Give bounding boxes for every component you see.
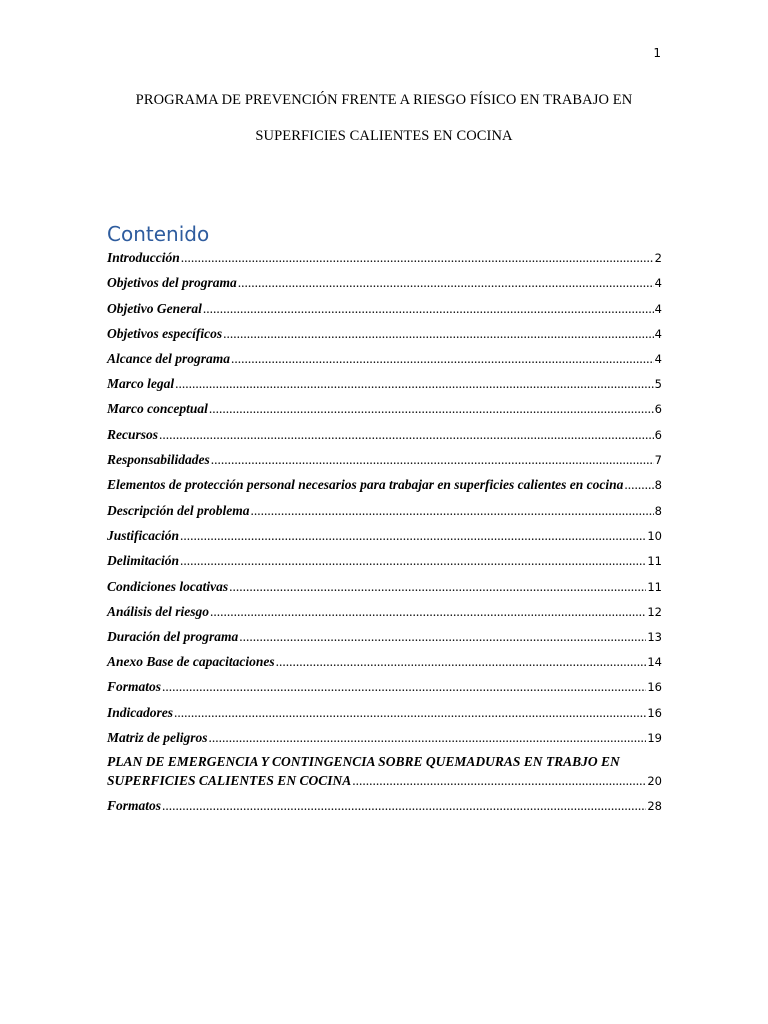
toc-entry-title: Objetivo General [107, 301, 202, 316]
toc-leader-dots [162, 798, 646, 814]
toc-entry-objetivos-especificos[interactable] [107, 326, 662, 344]
toc-entry-title-line-1: PLAN DE EMERGENCIA Y CONTINGENCIA SOBRE QUEMADURAS EN TRABJO EN [107, 754, 620, 769]
toc-leader-dots [239, 629, 646, 645]
toc-entry-title: Duración del programa [107, 629, 239, 644]
toc-leader-dots [209, 730, 647, 746]
toc-entry-justificacion[interactable] [107, 528, 662, 546]
toc-entry-formatos-2[interactable] [107, 798, 662, 816]
toc-entry-page: 19 [647, 731, 662, 745]
toc-entry-page: 2 [654, 251, 662, 265]
toc-entry-title: Anexo Base de capacitaciones [107, 654, 275, 669]
toc-entry-indicadores[interactable] [107, 705, 662, 723]
toc-entry-introduccion[interactable] [107, 250, 662, 268]
toc-leader-dots [231, 351, 654, 367]
toc-entry-title: Condiciones locativas [107, 579, 229, 594]
toc-entry-page: 10 [647, 529, 662, 543]
toc-entry-page: 4 [654, 352, 662, 366]
toc-entry-marco-legal[interactable] [107, 376, 662, 394]
toc-entry-page: 4 [654, 302, 662, 316]
toc-leader-dots [180, 528, 646, 544]
toc-leader-dots [624, 477, 653, 493]
toc-leader-dots [352, 773, 646, 789]
toc-entry-page: 28 [647, 799, 662, 813]
toc-leader-dots [229, 579, 646, 595]
toc-leader-dots [174, 705, 646, 721]
document-title-line-1: PROGRAMA DE PREVENCIÓN FRENTE A RIESGO FÍSICO EN TRABAJO EN [135, 92, 633, 108]
toc-leader-dots [238, 275, 654, 291]
toc-entry-page: 16 [647, 706, 662, 720]
toc-leader-dots [250, 503, 653, 519]
toc-entry-recursos[interactable] [107, 427, 662, 445]
toc-leader-dots [175, 376, 654, 392]
toc-entry-descripcion-del-problema[interactable] [107, 503, 662, 521]
toc-entry-analisis-del-riesgo[interactable] [107, 604, 662, 622]
toc-entry-objetivo-general[interactable] [107, 301, 662, 319]
toc-entry-responsabilidades[interactable] [107, 452, 662, 470]
toc-entry-formatos[interactable] [107, 679, 662, 697]
toc-entry-title: Formatos [107, 798, 162, 813]
toc-entry-alcance-del-programa[interactable] [107, 351, 662, 369]
toc-entry-title-line-2: SUPERFICIES CALIENTES EN COCINA [107, 773, 352, 788]
toc-heading: Contenido [107, 222, 210, 246]
toc-leader-dots [159, 427, 654, 443]
toc-entry-page: 6 [654, 402, 662, 416]
toc-entry-page: 8 [654, 478, 662, 492]
toc-entry-page: 12 [647, 605, 662, 619]
toc-entry-page: 14 [647, 655, 662, 669]
toc-leader-dots [180, 553, 646, 569]
toc-entry-elementos-de-proteccion[interactable] [107, 477, 662, 495]
toc-entry-title: Alcance del programa [107, 351, 230, 366]
toc-entry-title: Recursos [107, 427, 159, 442]
toc-entry-title: Descripción del problema [107, 503, 250, 518]
toc-leader-dots [162, 679, 646, 695]
toc-entry-page: 16 [647, 680, 662, 694]
toc-entry-marco-conceptual[interactable] [107, 401, 662, 419]
toc-entry-title: Objetivos del programa [107, 275, 237, 290]
toc-entry-title: Análisis del riesgo [107, 604, 210, 619]
toc-leader-dots [203, 301, 654, 317]
toc-entry-title: Marco legal [107, 376, 175, 391]
toc-entry-page: 5 [654, 377, 662, 391]
toc-entry-page: 6 [654, 428, 662, 442]
toc-entry-title: Delimitación [107, 553, 179, 568]
toc-entry-page: 4 [654, 276, 662, 290]
toc-entry-objetivos-del-programa[interactable] [107, 275, 662, 293]
toc-entry-page: 11 [647, 554, 662, 568]
document-title-line-2: SUPERFICIES CALIENTES EN COCINA [255, 128, 513, 144]
toc-entry-title: Formatos [107, 679, 162, 694]
toc-entry-page: 13 [647, 630, 662, 644]
toc-entry-page: 7 [654, 453, 662, 467]
toc-entry-page: 4 [654, 327, 662, 341]
toc-entry-plan-de-emergencia[interactable] [107, 754, 662, 789]
toc-entry-title: Elementos de protección personal necesarios para trabajar en superficies calientes en cocina [107, 477, 624, 492]
toc-entry-title: Introducción [107, 250, 180, 265]
page-number: 1 [653, 46, 661, 60]
toc-entry-page: 11 [647, 580, 662, 594]
toc-entry-matriz-de-peligros[interactable] [107, 730, 662, 748]
toc-entry-duracion-del-programa[interactable] [107, 629, 662, 647]
toc-leader-dots [223, 326, 654, 342]
toc-entry-title: Objetivos específicos [107, 326, 223, 341]
toc-entry-title: Justificación [107, 528, 180, 543]
toc-leader-dots [276, 654, 647, 670]
toc-entry-title: Responsabilidades [107, 452, 210, 467]
toc-entry-title: Indicadores [107, 705, 174, 720]
toc-entry-delimitacion[interactable] [107, 553, 662, 571]
toc-entry-condiciones-locativas[interactable] [107, 579, 662, 597]
toc-entry-page: 20 [647, 774, 662, 788]
toc-entry-title: Marco conceptual [107, 401, 208, 416]
toc-entry-anexo-base-de-capacitaciones[interactable] [107, 654, 662, 672]
toc-leader-dots [181, 250, 654, 266]
toc-leader-dots [210, 604, 646, 620]
toc-leader-dots [209, 401, 654, 417]
toc-entry-page: 8 [654, 504, 662, 518]
toc-entry-title: Matriz de peligros [107, 730, 208, 745]
toc-leader-dots [211, 452, 654, 468]
